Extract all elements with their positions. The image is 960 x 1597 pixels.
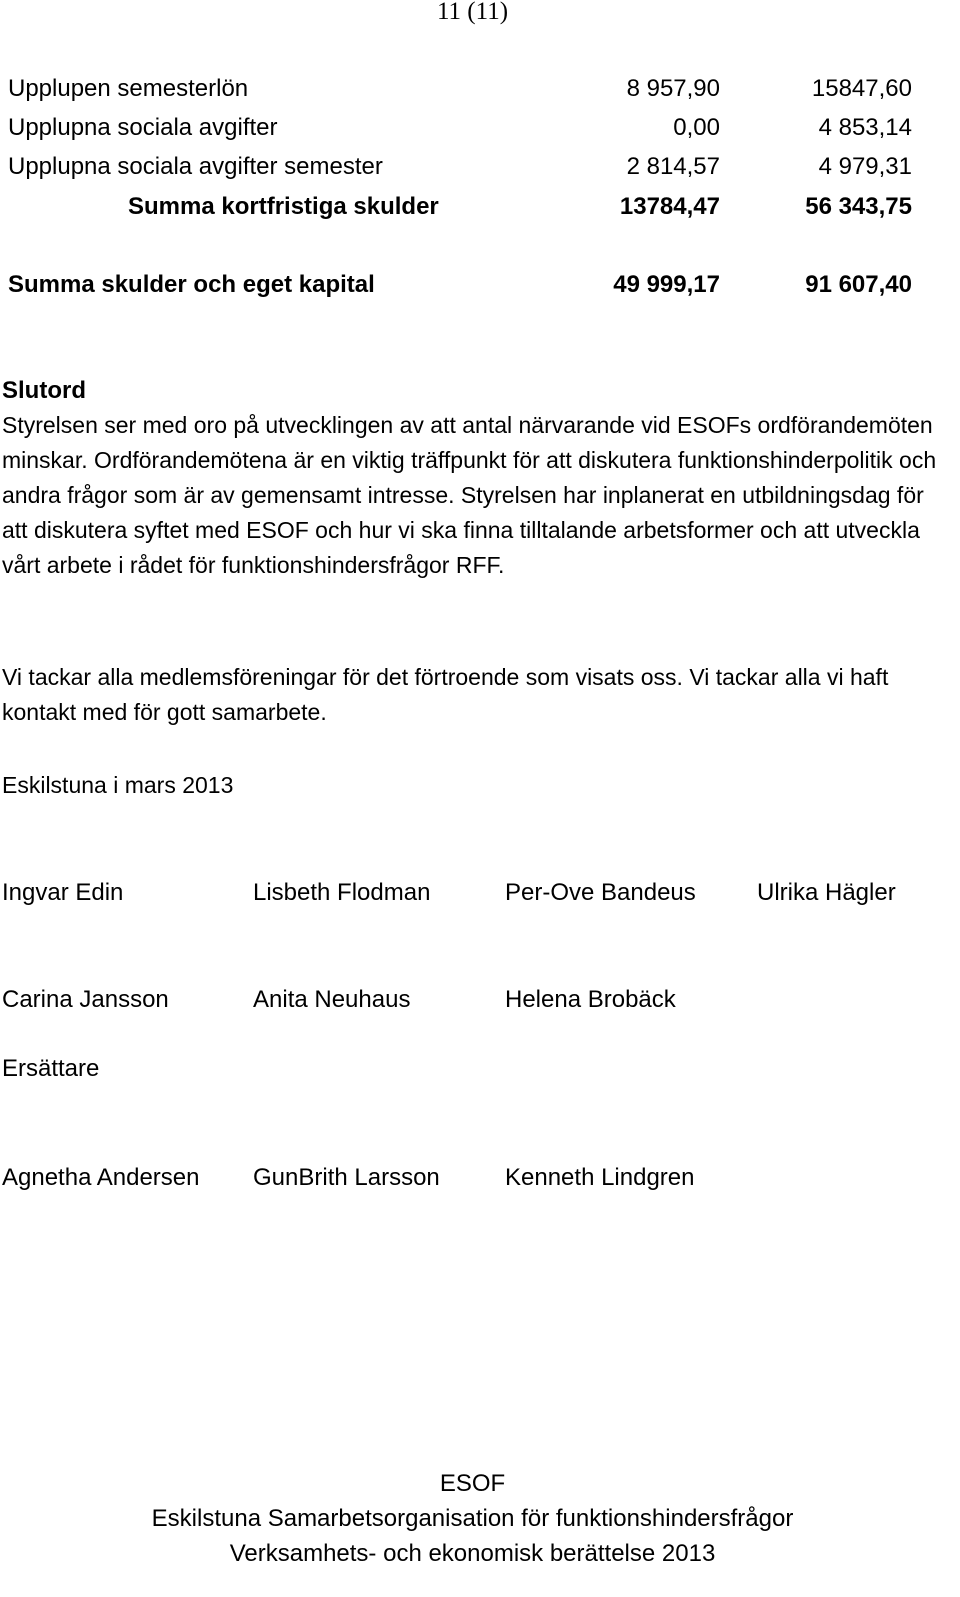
balance-row-total-short-term-debt xyxy=(0,190,930,224)
row-label: Upplupna sociala avgifter xyxy=(8,114,278,141)
row-label: Upplupen semesterlön xyxy=(8,75,249,102)
signatory-name: Lisbeth Flodman xyxy=(253,879,431,906)
page-number: 11 (11) xyxy=(436,0,509,25)
balance-row-accrued-social-fees-vacation xyxy=(0,150,930,184)
signatory-name: Ingvar Edin xyxy=(2,879,124,906)
value-2012: 15847,60 xyxy=(811,75,912,102)
footer-org-full-name: Eskilstuna Samarbetsorganisation för funktionshindersfrågor xyxy=(151,1505,794,1532)
value-2012: 4 979,31 xyxy=(818,153,912,180)
signatory-name: GunBrith Larsson xyxy=(253,1164,440,1191)
value-2012: 4 853,14 xyxy=(818,114,912,141)
signatory-name: Agnetha Andersen xyxy=(2,1164,200,1191)
balance-row-total-debt-and-equity xyxy=(0,268,930,302)
section-heading: Slutord xyxy=(2,377,86,404)
row-label: Summa kortfristiga skulder xyxy=(128,193,439,220)
signature-row-board-2 xyxy=(2,983,947,1017)
footer-org: ESOF xyxy=(439,1470,506,1497)
signatory-name: Ulrika Hägler xyxy=(757,879,896,906)
signatory-name: Kenneth Lindgren xyxy=(505,1164,695,1191)
row-label: Upplupna sociala avgifter semester xyxy=(8,153,383,180)
substitutes-label: Ersättare xyxy=(2,1055,100,1082)
value-2013: 8 957,90 xyxy=(626,75,720,102)
row-label: Summa skulder och eget kapital xyxy=(8,271,375,298)
signature-row-substitutes xyxy=(2,1161,947,1195)
value-2012: 91 607,40 xyxy=(805,271,912,298)
signatory-name: Anita Neuhaus xyxy=(253,986,411,1013)
balance-row-accrued-vacation-pay xyxy=(0,72,930,106)
value-2012: 56 343,75 xyxy=(805,193,912,220)
thanks-paragraph: Vi tackar alla medlemsföreningar för det förtroende som visats oss. Vi tackar alla vi haft kontakt med för gott samarbete. xyxy=(2,664,889,725)
value-2013: 13784,47 xyxy=(619,193,720,220)
value-2013: 0,00 xyxy=(673,114,720,141)
signatory-name: Carina Jansson xyxy=(2,986,169,1013)
signature-row-board xyxy=(2,876,947,910)
value-2013: 2 814,57 xyxy=(626,153,720,180)
footer-document-title: Verksamhets- och ekonomisk berättelse 2013 xyxy=(229,1540,716,1567)
signatory-name: Helena Brobäck xyxy=(505,986,676,1013)
place-date: Eskilstuna i mars 2013 xyxy=(2,772,234,798)
value-2013: 49 999,17 xyxy=(613,271,720,298)
closing-paragraph: Styrelsen ser med oro på utvecklingen av att antal närvarande vid ESOFs ordförandemöten minskar. Ordförandemötena är en viktig träffpunkt för att diskutera funktionshinderpolitik och andra frågor som är av gemensamt intresse. Styrelsen har inplanerat en utbildningsdag för att diskutera syftet med ESOF och hur vi ska finna tilltalande arbetsformer och att utveckla vårt arbete i rådet för funktionshindersfrågor RFF. xyxy=(2,412,937,578)
balance-row-accrued-social-fees xyxy=(0,111,930,145)
signatory-name: Per-Ove Bandeus xyxy=(505,879,696,906)
